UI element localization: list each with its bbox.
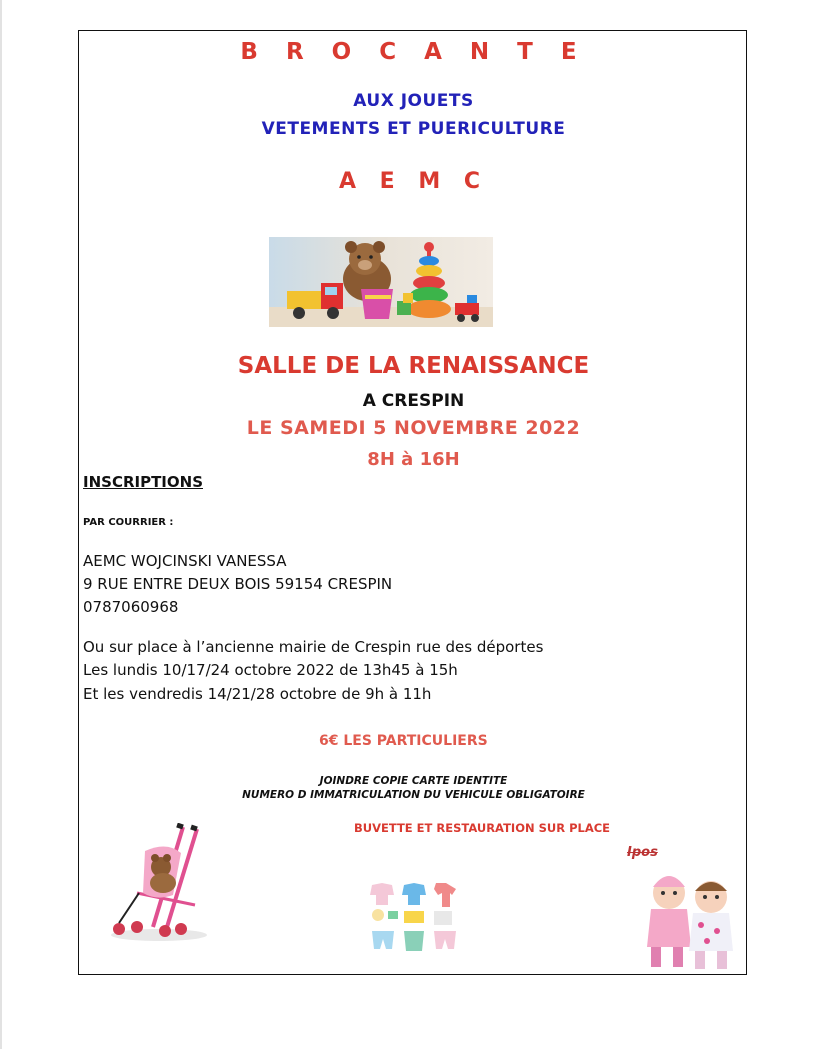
- onsite-line: Ou sur place à l’ancienne mairie de Crespin rue des déportes: [83, 638, 544, 656]
- baby-clothes-illustration: [364, 881, 464, 965]
- subtitle-toys: AUX JOUETS: [353, 91, 474, 111]
- venue-name: SALLE DE LA RENAISSANCE: [237, 353, 590, 379]
- address-line: AEMC WOJCINSKI VANESSA: [83, 552, 287, 570]
- inscriptions-heading: INSCRIPTIONS: [83, 473, 203, 491]
- organizer-name: A E M C: [338, 169, 489, 194]
- event-date: LE SAMEDI 5 NOVEMBRE 2022: [246, 417, 581, 439]
- price-line: 6€ LES PARTICULIERS: [319, 733, 488, 749]
- refreshments-line: BUVETTE ET RESTAURATION SUR PLACE: [354, 821, 611, 835]
- stroller-illustration: [107, 823, 211, 943]
- by-mail-label: PAR COURRIER :: [83, 517, 174, 528]
- address-line: 9 RUE ENTRE DEUX BOIS 59154 CRESPIN: [83, 575, 393, 593]
- poster-title: B R O C A N T E: [240, 39, 587, 65]
- onsite-line: Et les vendredis 14/21/28 octobre de 9h à 11h: [83, 685, 432, 703]
- onsite-line: Les lundis 10/17/24 octobre 2022 de 13h45 à 15h: [83, 661, 458, 679]
- phone-number: 0787060968: [83, 598, 179, 616]
- page-edge: [0, 0, 2, 1049]
- poster-frame: [78, 30, 747, 975]
- requirement-id: JOINDRE COPIE CARTE IDENTITE: [319, 775, 508, 787]
- dolls-illustration: [635, 867, 743, 973]
- event-hours: 8H à 16H: [367, 449, 460, 470]
- venue-town: A CRESPIN: [362, 391, 465, 411]
- subtitle-clothing: VETEMENTS ET PUERICULTURE: [261, 119, 566, 139]
- toys-photo: [269, 237, 493, 327]
- requirement-vehicle: NUMERO D IMMATRICULATION DU VEHICULE OBLIGATOIRE: [242, 789, 585, 801]
- signature: Ipos: [627, 845, 658, 860]
